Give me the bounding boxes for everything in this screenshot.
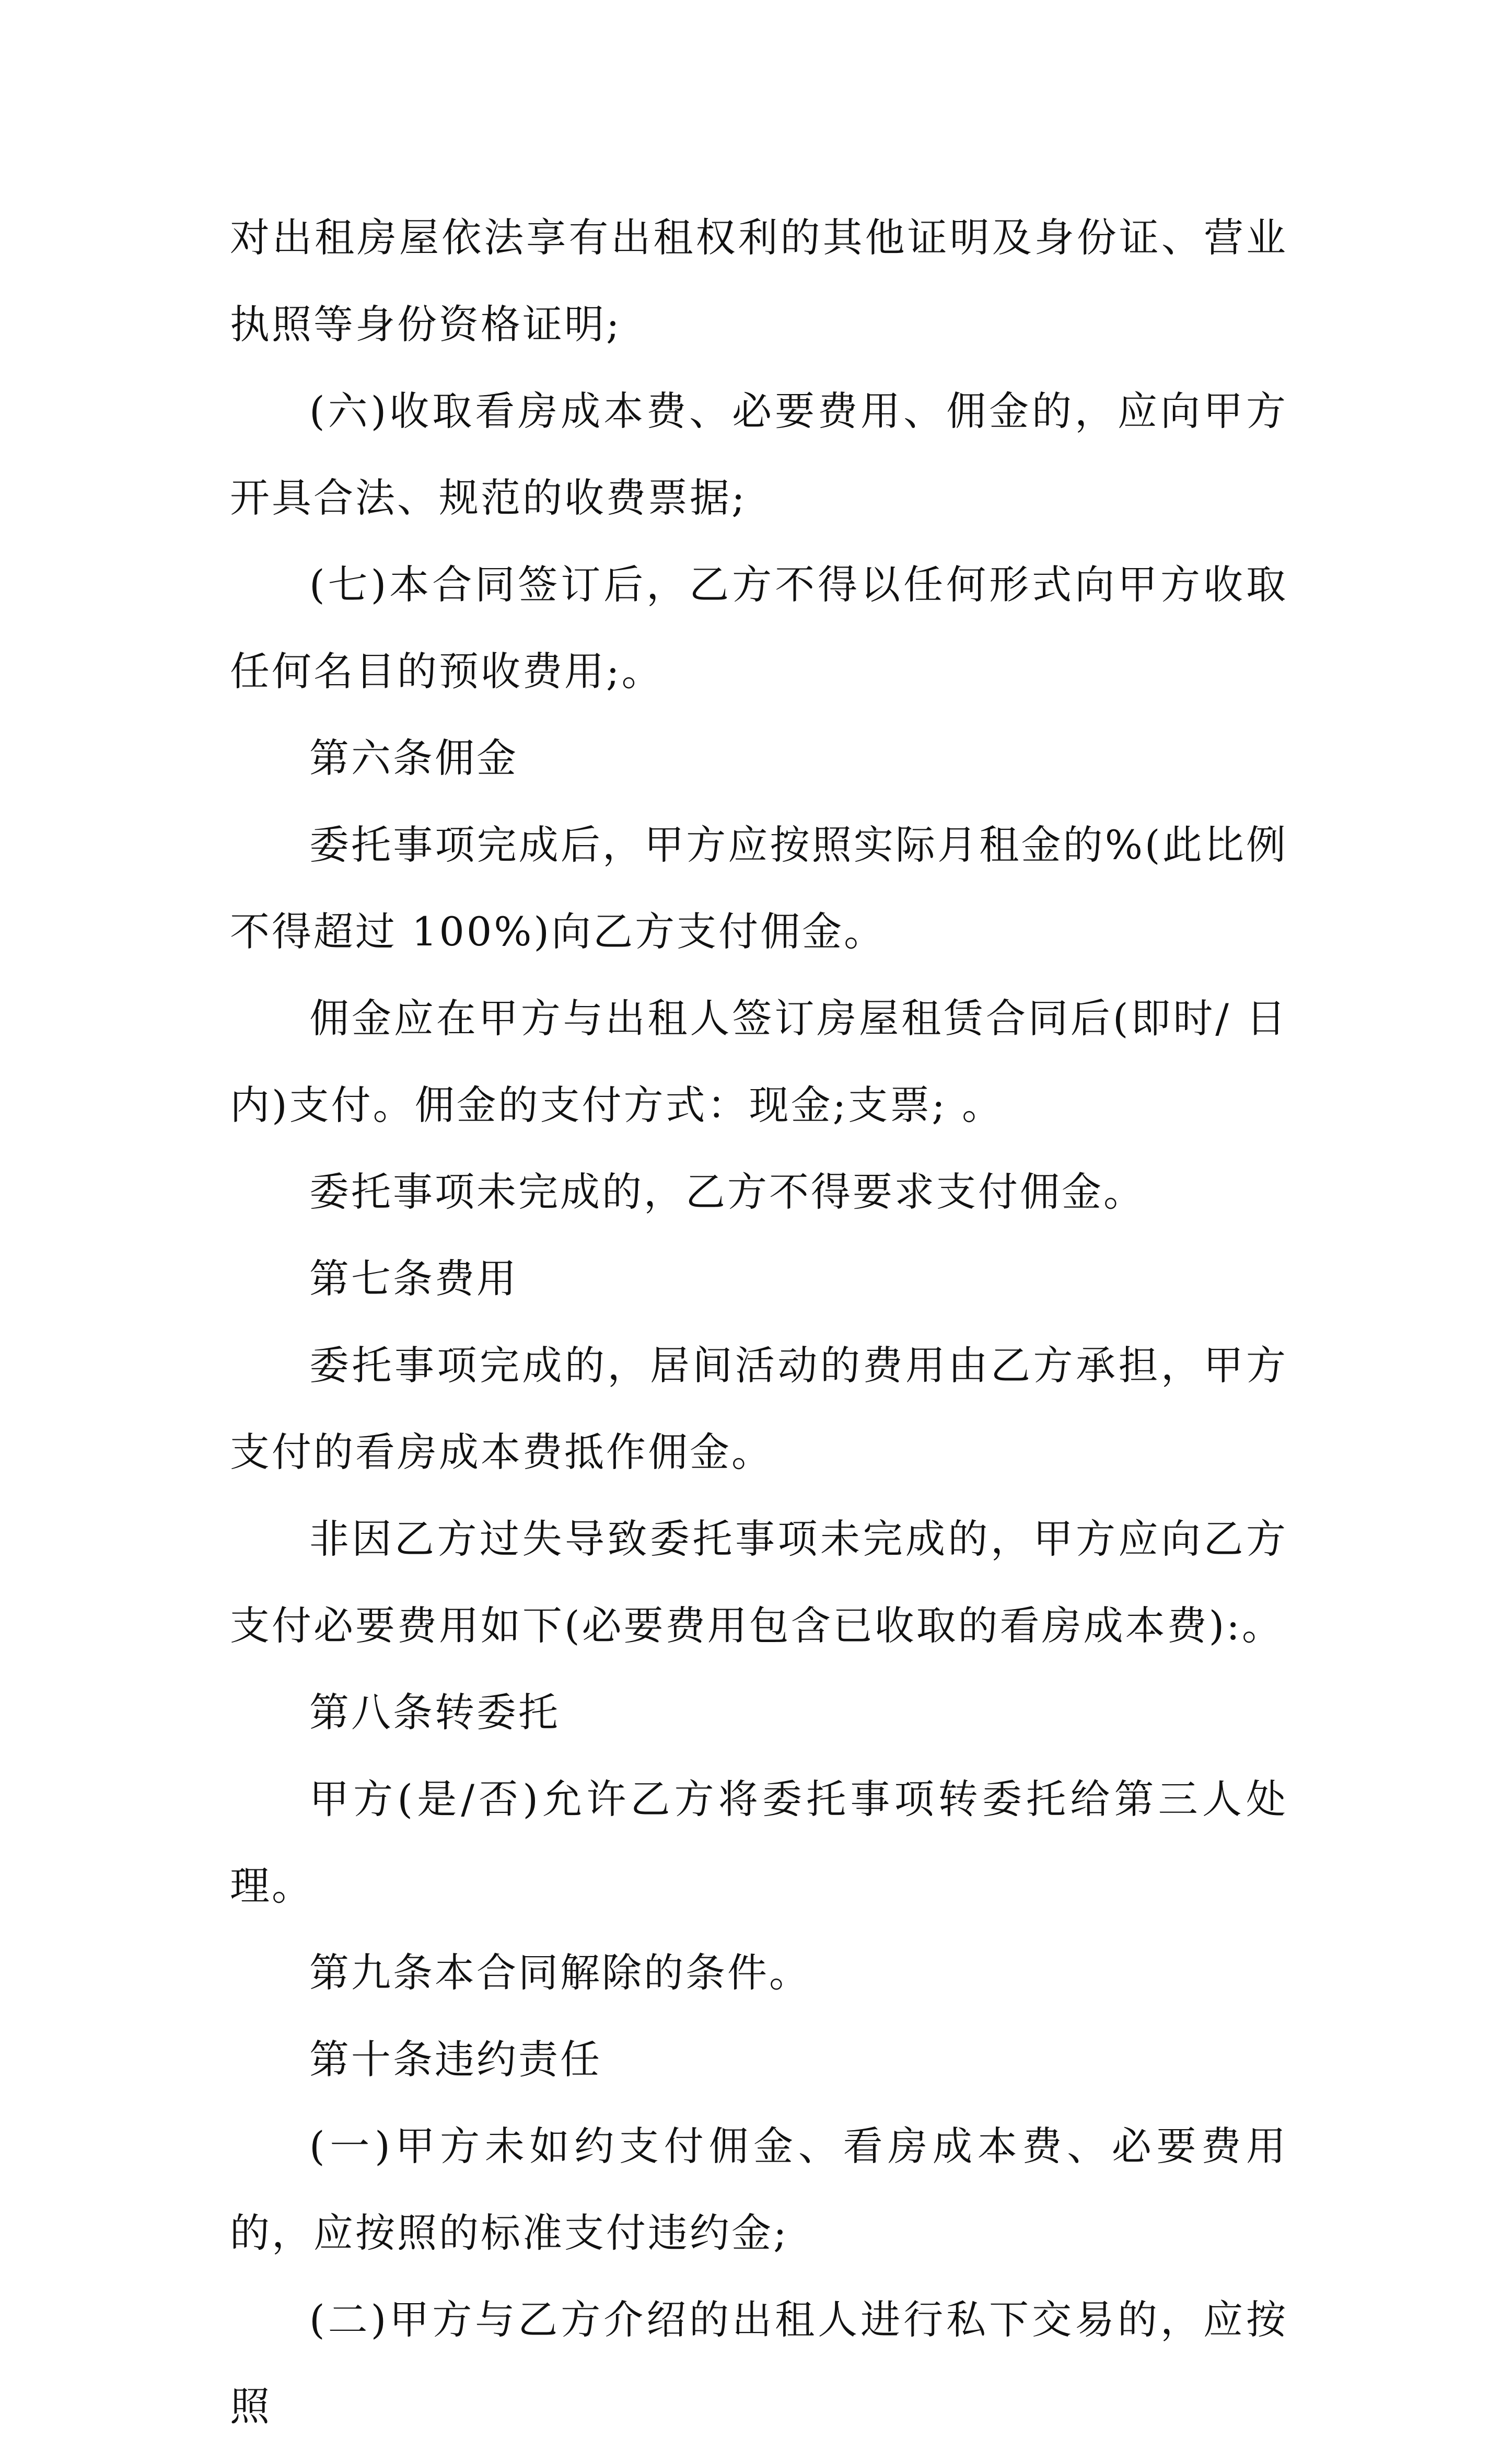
paragraph-commission-not-due: 委托事项未完成的，乙方不得要求支付佣金。 — [309, 1169, 1145, 1215]
paragraph-identity-proof: 对出租房屋依法享有出租权利的其他证明及身份证、营业执照等身份资格证明; — [230, 214, 1288, 348]
paragraph-clause-7-no-prepayment: (七)本合同签订后，乙方不得以任何形式向甲方收取任何名目的预收费用;。 — [230, 561, 1288, 695]
heading-article-6-commission: 第六条佣金 — [309, 735, 518, 781]
paragraph-fees-completed: 委托事项完成的，居间活动的费用由乙方承担，甲方支付的看房成本费抵作佣金。 — [230, 1342, 1288, 1475]
paragraph-fees-not-completed: 非因乙方过失导致委托事项未完成的，甲方应向乙方支付必要费用如下(必要费用包含已收取的看房成本费):。 — [230, 1516, 1288, 1649]
heading-article-7-fees: 第七条费用 — [309, 1255, 518, 1302]
paragraph-commission-payment: 佣金应在甲方与出租人签订房屋租赁合同后(即时/ 日内)支付。佣金的支付方式：现金;支票; 。 — [230, 995, 1288, 1128]
document-body — [230, 194, 1288, 2450]
paragraph-liability-1: (一)甲方未如约支付佣金、看房成本费、必要费用的，应按照的标准支付违约金; — [230, 2123, 1288, 2256]
paragraph-clause-6-receipts: (六)收取看房成本费、必要费用、佣金的，应向甲方开具合法、规范的收费票据; — [230, 388, 1288, 521]
heading-article-8-delegation: 第八条转委托 — [309, 1689, 560, 1736]
paragraph-delegation: 甲方(是/否)允许乙方将委托事项转委托给第三人处理。 — [230, 1776, 1288, 1909]
heading-article-9-termination: 第九条本合同解除的条件。 — [309, 1949, 811, 1996]
heading-article-10-liability: 第十条违约责任 — [309, 2036, 602, 2083]
paragraph-liability-2: (二)甲方与乙方介绍的出租人进行私下交易的，应按照 — [230, 2296, 1288, 2430]
paragraph-commission-rate: 委托事项完成后，甲方应按照实际月租金的%(此比例不得超过 100%)向乙方支付佣金。 — [230, 822, 1288, 955]
